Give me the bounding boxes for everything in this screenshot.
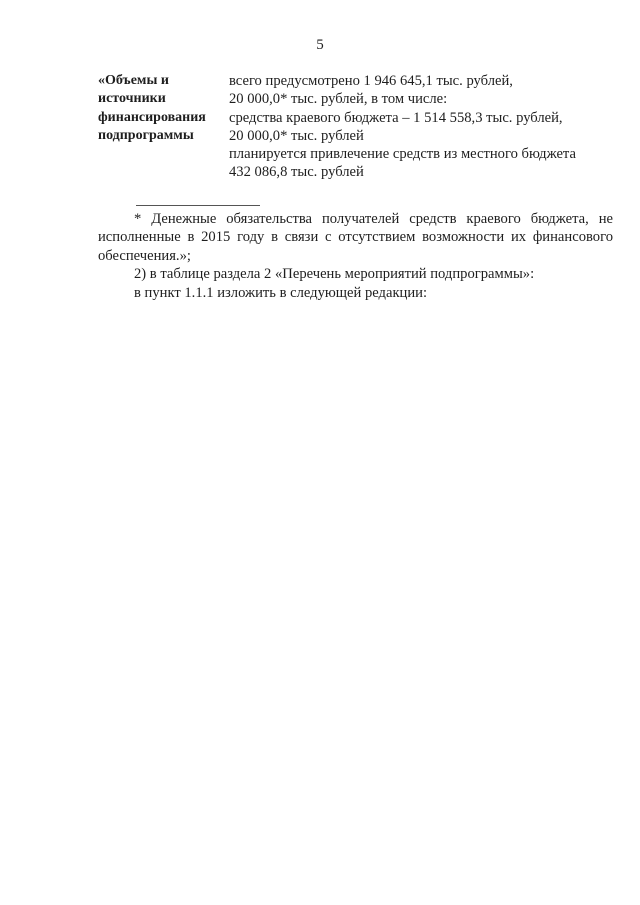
- footnote-divider: [136, 205, 260, 206]
- footnote: [98, 210, 613, 265]
- financing-line: 432 086,8 тыс. рублей: [229, 164, 364, 181]
- financing-label: [98, 72, 223, 145]
- financing-total-line: всего предусмотрено 1 946 645,1 тыс. рублей,: [229, 73, 513, 89]
- footnote-text: * Денежные обязательства получателей средств краевого бюджета, не исполненные в 2015 году в связи с отсутствием возможности их финансового обеспечения.»;: [98, 211, 613, 264]
- body-paragraph: 2) в таблице раздела 2 «Перечень мероприятий подпрограммы»:: [134, 266, 535, 282]
- financing-label-line: источники: [98, 91, 166, 107]
- page-number: 5: [316, 37, 324, 53]
- financing-label-line: «Объемы и: [98, 73, 169, 88]
- financing-line: 20 000,0* тыс. рублей, в том числе:: [229, 91, 448, 108]
- financing-details: [229, 72, 619, 182]
- body-paragraph: в пункт 1.1.1 изложить в следующей редакции:: [134, 285, 428, 301]
- financing-local-line: планируется привлечение средств из местного бюджета: [229, 146, 576, 163]
- financing-regional-line: средства краевого бюджета – 1 514 558,3 тыс. рублей,: [229, 109, 563, 126]
- financing-line: 20 000,0* тыс. рублей: [229, 127, 364, 144]
- financing-label-line: финансирования: [98, 109, 206, 125]
- financing-label-line: подпрограммы: [98, 127, 194, 143]
